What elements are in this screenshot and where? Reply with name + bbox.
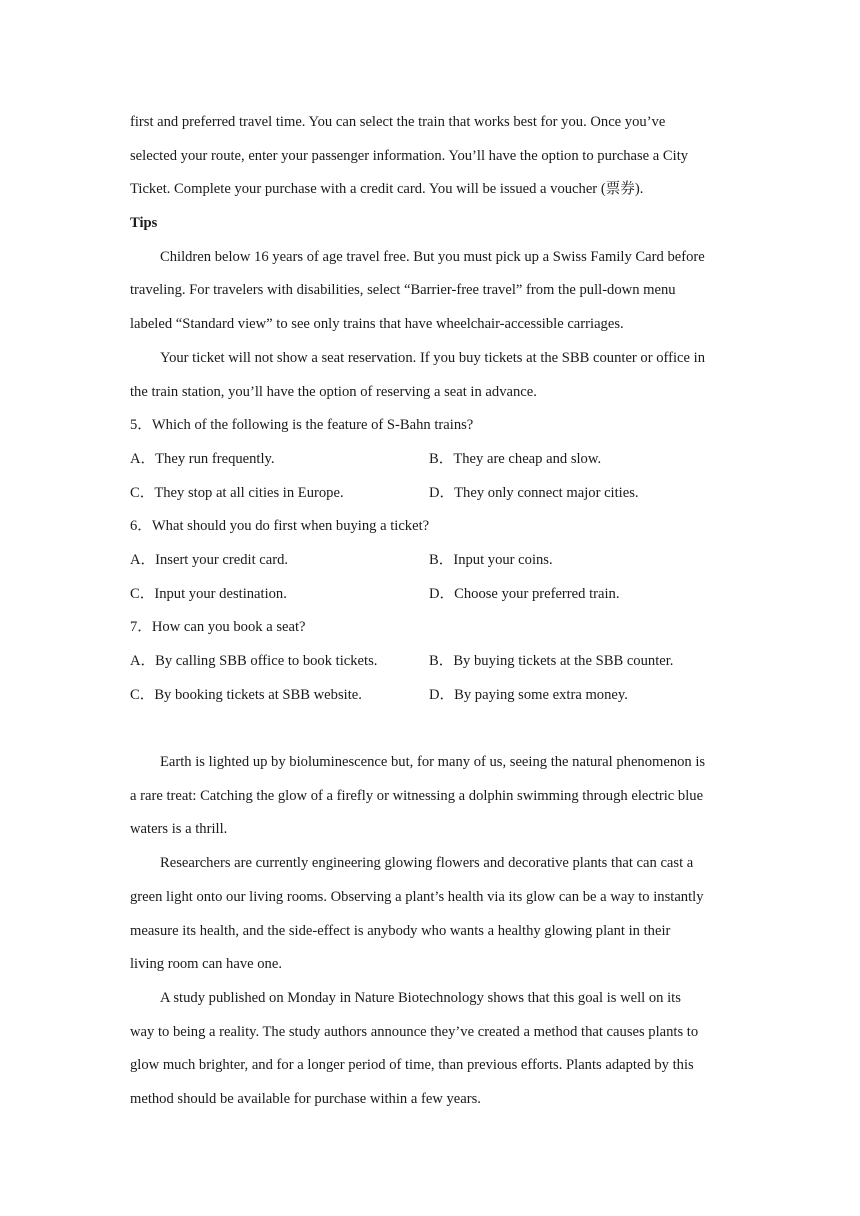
tips-paragraph-1 bbox=[130, 241, 730, 342]
option-b: B．They are cheap and slow. bbox=[429, 450, 602, 467]
option-d: D．They only connect major cities. bbox=[429, 484, 639, 501]
option-c: C．By booking tickets at SBB website. bbox=[130, 686, 362, 703]
question-7 bbox=[130, 611, 730, 712]
text-line: Ticket. Complete your purchase with a credit card. You will be issued a voucher (票券). bbox=[130, 181, 644, 198]
options-row bbox=[130, 544, 730, 578]
text-line: Researchers are currently engineering glowing flowers and decorative plants that can cast a bbox=[160, 855, 694, 872]
options-row bbox=[130, 679, 730, 713]
option-c: C．They stop at all cities in Europe. bbox=[130, 484, 344, 501]
passage-2-paragraph-3 bbox=[130, 982, 730, 1117]
option-a: A．Insert your credit card. bbox=[130, 551, 289, 568]
question-5 bbox=[130, 409, 730, 510]
text-line: green light onto our living rooms. Observing a plant’s health via its glow can be a way to instantly bbox=[130, 888, 704, 905]
blank-line bbox=[130, 712, 730, 746]
passage-1-paragraph-continued bbox=[130, 106, 730, 207]
passage-2-paragraph-2 bbox=[130, 847, 730, 982]
option-c: C．Input your destination. bbox=[130, 585, 287, 602]
text-line: Children below 16 years of age travel free. But you must pick up a Swiss Family Card before bbox=[160, 248, 705, 265]
options-row bbox=[130, 645, 730, 679]
option-b: B．By buying tickets at the SBB counter. bbox=[429, 653, 674, 669]
passage-2-paragraph-1 bbox=[130, 746, 730, 847]
document-page bbox=[130, 106, 730, 1117]
question-stem: 7．How can you book a seat? bbox=[130, 619, 306, 636]
options-row bbox=[130, 443, 730, 477]
text-line: way to being a reality. The study authors announce they’ve created a method that causes plants to bbox=[130, 1023, 699, 1040]
text-line: measure its health, and the side-effect is anybody who wants a healthy glowing plant in their bbox=[130, 922, 671, 939]
text-line: glow much brighter, and for a longer period of time, than previous efforts. Plants adapted by this bbox=[130, 1057, 694, 1074]
text-line: Your ticket will not show a seat reservation. If you buy tickets at the SBB counter or office in bbox=[160, 349, 705, 366]
options-row bbox=[130, 477, 730, 511]
text-line: selected your route, enter your passenger information. You’ll have the option to purchase a City bbox=[130, 147, 689, 164]
tips-heading: Tips bbox=[130, 215, 158, 232]
option-d: D．Choose your preferred train. bbox=[429, 585, 620, 602]
option-b: B．Input your coins. bbox=[429, 551, 553, 568]
text-line: Earth is lighted up by bioluminescence but, for many of us, seeing the natural phenomenon is bbox=[160, 754, 706, 771]
text-line: first and preferred travel time. You can select the train that works best for you. Once you’ve bbox=[130, 114, 666, 130]
option-a: A．They run frequently. bbox=[130, 450, 275, 467]
text-line: living room can have one. bbox=[130, 956, 282, 973]
text-line: method should be available for purchase within a few years. bbox=[130, 1090, 481, 1107]
option-a: A．By calling SBB office to book tickets. bbox=[130, 653, 378, 669]
text-line: A study published on Monday in Nature Biotechnology shows that this goal is well on its bbox=[160, 989, 681, 1006]
option-d: D．By paying some extra money. bbox=[429, 686, 628, 703]
text-line: waters is a thrill. bbox=[130, 821, 228, 838]
text-line: the train station, you’ll have the option of reserving a seat in advance. bbox=[130, 383, 537, 400]
options-row bbox=[130, 578, 730, 612]
question-stem: 6．What should you do first when buying a ticket? bbox=[130, 518, 430, 535]
text-line: labeled “Standard view” to see only trains that have wheelchair-accessible carriages. bbox=[130, 316, 624, 333]
text-line: traveling. For travelers with disabilities, select “Barrier-free travel” from the pull-down menu bbox=[130, 282, 676, 299]
text-line: a rare treat: Catching the glow of a firefly or witnessing a dolphin swimming through electric blue bbox=[130, 787, 704, 804]
tips-paragraph-2 bbox=[130, 342, 730, 409]
question-stem: 5．Which of the following is the feature of S-Bahn trains? bbox=[130, 417, 474, 434]
question-6 bbox=[130, 510, 730, 611]
